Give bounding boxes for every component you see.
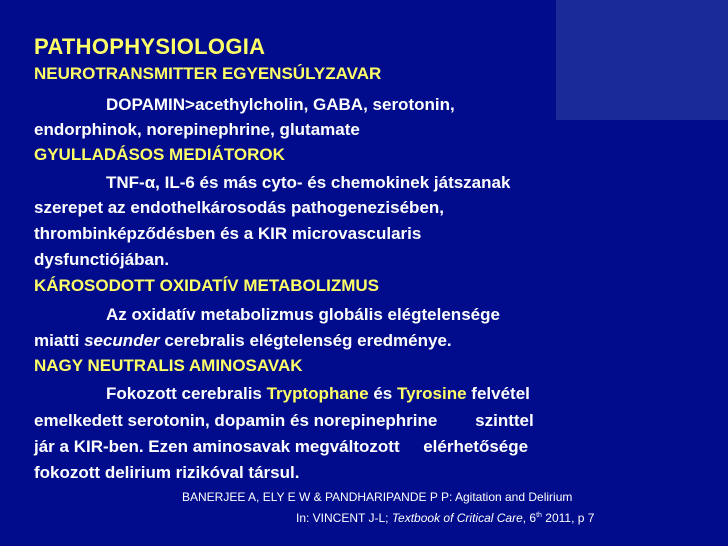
text-fragment: In: VINCENT J-L;	[296, 511, 392, 525]
text-highlight: Tyrosine	[396, 384, 467, 403]
section-heading-neurotransmitter: NEUROTRANSMITTER EGYENSÚLYZAVAR	[34, 64, 382, 83]
section-text: fokozott delirium rizikóval társul.	[34, 463, 300, 482]
corner-decoration	[556, 0, 728, 120]
text-fragment-italic: Textbook of Critical Care	[391, 511, 523, 525]
text-fragment: , 6	[522, 511, 537, 525]
text-fragment-italic: secunder	[84, 331, 160, 350]
section-text: DOPAMIN>acethylcholin, GABA, serotonin,	[106, 95, 455, 114]
text-fragment: miatti	[34, 331, 85, 350]
section-text: endorphinok, norepinephrine, glutamate	[34, 120, 360, 139]
slide-title: PATHOPHYSIOLOGIA	[34, 34, 266, 59]
section-text	[34, 384, 530, 404]
section-text: Az oxidatív metabolizmus globális elégtelensége	[106, 305, 500, 324]
section-text: thrombinképződésben és a KIR microvascularis	[34, 224, 422, 243]
section-text: emelkedett serotonin, dopamin és norepinephrine szinttel	[34, 411, 534, 430]
text-fragment: és	[368, 384, 397, 403]
section-text: jár a KIR-ben. Ezen aminosavak megváltozott elérhetősége	[34, 437, 529, 456]
section-heading-inflammatory: GYULLADÁSOS MEDIÁTOROK	[34, 145, 285, 164]
text-highlight: Tryptophane	[266, 384, 369, 403]
section-text: dysfunctiójában.	[34, 250, 170, 269]
section-text	[34, 331, 452, 351]
text-fragment: Fokozott cerebralis	[106, 384, 267, 403]
reference-line	[296, 509, 594, 525]
section-heading-amino-acids: NAGY NEUTRALIS AMINOSAVAK	[34, 356, 303, 375]
section-heading-oxidative: KÁROSODOTT OXIDATÍV METABOLIZMUS	[34, 276, 380, 295]
text-superscript: th	[536, 512, 542, 519]
section-text: TNF-α, IL-6 és más cyto- és chemokinek játszanak	[106, 173, 511, 192]
text-fragment: felvétel	[466, 384, 530, 403]
text-fragment: 2011, p 7	[541, 511, 595, 525]
section-text: szerepet az endothelkárosodás pathogenezisében,	[34, 198, 445, 217]
text-fragment: cerebralis elégtelenség eredménye.	[159, 331, 452, 350]
reference-line: BANERJEE A, ELY E W & PANDHARIPANDE P P: Agitation and Delirium	[182, 490, 573, 504]
